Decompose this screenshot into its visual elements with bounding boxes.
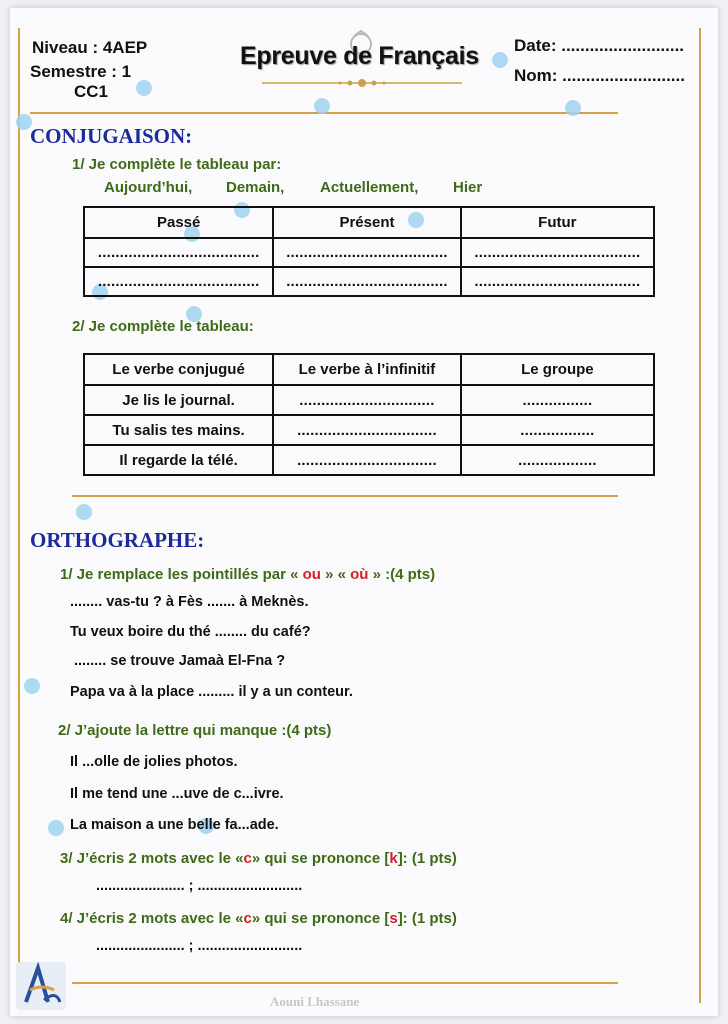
answer-cell[interactable]: ............................... [273,385,461,415]
answer-cell[interactable]: .................. [461,445,654,475]
answer-line[interactable]: ...................... ; .......................... [96,938,303,954]
question-text: » qui se prononce [ [251,850,390,867]
exercise-line[interactable]: La maison a une belle fa...ade. [70,817,279,833]
table-row [84,238,654,267]
exercise-line[interactable]: ........ se trouve Jamaà El-Fna ? [74,653,286,669]
column-header: Le verbe conjugué [84,354,273,385]
column-header: Futur [461,207,654,238]
name-field[interactable]: Nom: .......................... [514,66,685,85]
exercise-line[interactable]: Tu veux boire du thé ........ du café? [70,624,311,640]
answer-line[interactable]: ...................... ; .......................... [96,878,303,894]
question-text: ]: (1 pts) [397,910,457,927]
decor-bubble [24,678,40,694]
highlight-ou-accent: où [350,566,369,583]
column-header: Présent [273,207,460,238]
exercise-line[interactable]: Il me tend une ...uve de c...ivre. [70,786,284,802]
author-logo-icon [14,960,68,1012]
exercise-line[interactable]: ........ vas-tu ? à Fès ....... à Meknès. [70,594,309,610]
word-option: Demain, [226,179,285,196]
ortho-question-4 [60,910,457,927]
author-signature: Aouni Lhassane [270,994,360,1009]
ornament-icon [262,77,462,89]
table-row [84,445,654,475]
question-text: 1/ Je remplace les pointillés par « [60,566,303,583]
question-text: 4/ J’écris 2 mots avec le « [60,910,244,927]
conj-question-2: 2/ Je complète le tableau: [72,318,254,335]
exercise-line[interactable]: Papa va à la place ......... il y a un conteur. [70,684,353,700]
column-header: Passé [84,207,273,238]
decor-bubble [136,80,152,96]
decor-bubble [565,100,581,116]
verb-cell: Je lis le journal. [84,385,273,415]
table-row [84,415,654,445]
word-option: Hier [453,179,483,196]
ortho-question-1 [60,566,435,583]
highlight-letter: c [243,850,252,867]
column-header: Le verbe à l’infinitif [273,354,461,385]
answer-cell[interactable]: ................ [461,385,654,415]
page-title: Epreuve de Français [240,42,479,70]
exercise-line[interactable]: Il ...olle de jolies photos. [70,754,238,770]
decor-bubble [314,98,330,114]
answer-cell[interactable]: ..................................... [273,238,460,267]
answer-cell[interactable]: ................. [461,415,654,445]
cc-label: CC1 [74,82,109,101]
answer-cell[interactable]: ..................................... [84,267,273,296]
decor-bubble [48,820,64,836]
level-label: Niveau : 4AEP [32,38,148,57]
highlight-letter: c [243,910,252,927]
date-field[interactable]: Date: .......................... [514,36,685,55]
section-heading-conjugaison: CONJUGAISON: [30,124,193,148]
section-divider [72,495,618,497]
decor-bubble [492,52,508,68]
word-option: Aujourd’hui, [104,179,193,196]
ortho-question-2: 2/ J’ajoute la lettre qui manque :(4 pts) [58,722,332,739]
table-row [84,385,654,415]
conj-question-1: 1/ Je complète le tableau par: [72,156,282,173]
question-text: ]: (1 pts) [397,850,457,867]
footer-divider [72,982,618,984]
table-row [84,267,654,296]
answer-cell[interactable]: ..................................... [84,238,273,267]
answer-cell[interactable]: ...................................... [461,267,654,296]
frame-left-border [18,28,20,1003]
ortho-question-3 [60,850,457,867]
answer-cell[interactable]: ...................................... [461,238,654,267]
question-text: » « [320,566,351,583]
question-text: 3/ J’écris 2 mots avec le « [60,850,244,867]
decor-bubble [76,504,92,520]
question-text: » :(4 pts) [368,566,436,583]
column-header: Le groupe [461,354,654,385]
question-text: » qui se prononce [ [251,910,390,927]
semester-label: Semestre : 1 [30,62,132,81]
word-option: Actuellement, [320,179,419,196]
highlight-sound: s [389,910,398,927]
answer-cell[interactable]: ................................ [273,445,461,475]
verb-table [83,353,655,476]
answer-cell[interactable]: ..................................... [273,267,460,296]
highlight-ou: ou [302,566,321,583]
highlight-sound: k [389,850,398,867]
tense-table [83,206,655,297]
verb-cell: Tu salis tes mains. [84,415,273,445]
answer-cell[interactable]: ................................ [273,415,461,445]
frame-right-border [699,28,701,1003]
section-heading-orthographe: ORTHOGRAPHE: [30,528,205,552]
verb-cell: Il regarde la télé. [84,445,273,475]
